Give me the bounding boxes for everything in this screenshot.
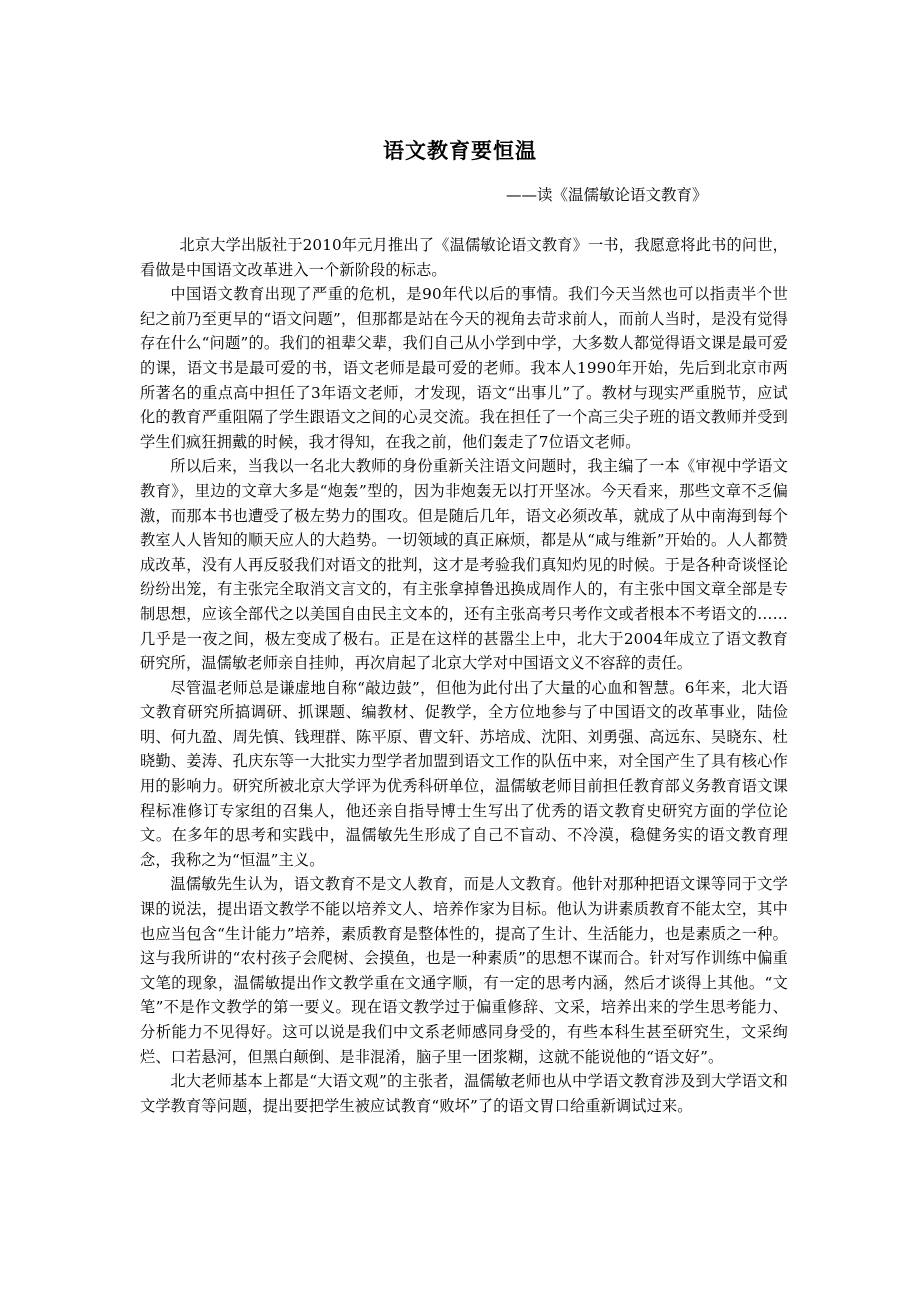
document-subtitle: ——读《温儒敏论语文教育》 — [506, 186, 708, 204]
document-title: 语文教育要恒温 — [383, 139, 537, 164]
paragraph: 北京大学出版社于2010年元月推出了《温儒敏论语文教育》一书，我愿意将此书的问世，看做是中国语文改革进入一个新阶段的标志。 — [140, 236, 788, 279]
paragraph: 温儒敏先生认为，语文教育不是文人教育，而是人文教育。他针对那种把语文课等同于文学课的说法，提出语文教学不能以培养文人、培养作家为目标。他认为讲素质教育不能太空，其中也应当包含“生计能力”培养，素质教育是整体性的，提高了生计、生活能力，也是素质之一种。这与我所讲的“农村孩子会爬树、会摸鱼，也是一种素质”的思想不谋而合。针对写作训练中偏重文笔的现象，温儒敏提出作文教学重在文通字顺，有一定的思考内涵，然后才谈得上其他。“文笔”不是作文教学的第一要义。现在语文教学过于偏重修辞、文采，培养出来的学生思考能力、分析能力不见得好。这可以说是我们中文系老师感同身受的，有些本科生甚至研究生，文采绚烂、口若悬河，但黑白颠倒、是非混淆，脑子里一团浆糊，这就不能说他的“语文好”。 — [140, 875, 788, 1066]
document-body — [140, 233, 788, 1118]
paragraph: 北大老师基本上都是“大语文观”的主张者，温儒敏老师也从中学语文教育涉及到大学语文和文学教育等问题，提出要把学生被应试教育“败坏”了的语文胃口给重新调试过来。 — [140, 1072, 788, 1115]
paragraph: 尽管温老师总是谦虚地自称“敲边鼓”，但他为此付出了大量的心血和智慧。6年来，北大语文教育研究所搞调研、抓课题、编教材、促教学，全方位地参与了中国语文的改革事业，陆俭明、何九盈、周先慎、钱理群、陈平原、曹文轩、苏培成、沈阳、刘勇强、高远东、吴晓东、杜晓勤、姜涛、孔庆东等一大批实力型学者加盟到语文工作的队伍中来，对全国产生了具有核心作用的影响力。研究所被北京大学评为优秀科研单位，温儒敏老师目前担任教育部义务教育语文课程标准修订专家组的召集人，他还亲自指导博士生写出了优秀的语文教育史研究方面的学位论文。在多年的思考和实践中，温儒敏先生形成了自己不盲动、不冷漠，稳健务实的语文教育理念，我称之为“恒温”主义。 — [140, 678, 788, 869]
paragraph: 所以后来，当我以一名北大教师的身份重新关注语文问题时，我主编了一本《审视中学语文教育》，里边的文章大多是“炮轰”型的，因为非炮轰无以打开坚冰。今天看来，那些文章不乏偏激，而那本书也遭受了极左势力的围攻。但是随后几年，语文必须改革，就成了从中南海到每个教室人人皆知的顺天应人的大趋势。一切领域的真正麻烦，都是从“咸与维新”开始的。人人都赞成改革，没有人再反驳我们对语文的批判，这才是考验我们真知灼见的时候。于是各种奇谈怪论纷纷出笼，有主张完全取消文言文的，有主张拿掉鲁迅换成周作人的，有主张中国文章全部是专制思想，应该全部代之以美国自由民主文本的，还有主张高考只考作文或者根本不考语文的……几乎是一夜之间，极左变成了极右。正是在这样的甚嚣尘上中，北大于2004年成立了语文教育研究所，温儒敏老师亲自挂帅，再次肩起了北京大学对中国语文义不容辞的责任。 — [140, 457, 788, 673]
paragraph: 中国语文教育出现了严重的危机，是90年代以后的事情。我们今天当然也可以指责半个世纪之前乃至更早的“语文问题”，但那都是站在今天的视角去苛求前人，而前人当时，是没有觉得存在什么“问题”的。我们的祖辈父辈，我们自己从小学到中学，大多数人都觉得语文课是最可爱的课，语文书是最可爱的书，语文老师是最可爱的老师。我本人1990年开始，先后到北京市两所著名的重点高中担任了3年语文老师，才发现，语文“出事儿”了。教材与现实严重脱节，应试化的教育严重阻隔了学生跟语文之间的心灵交流。我在担任了一个高三尖子班的语文教师并受到学生们疯狂拥戴的时候，我才得知，在我之前，他们轰走了7位语文老师。 — [140, 285, 788, 451]
